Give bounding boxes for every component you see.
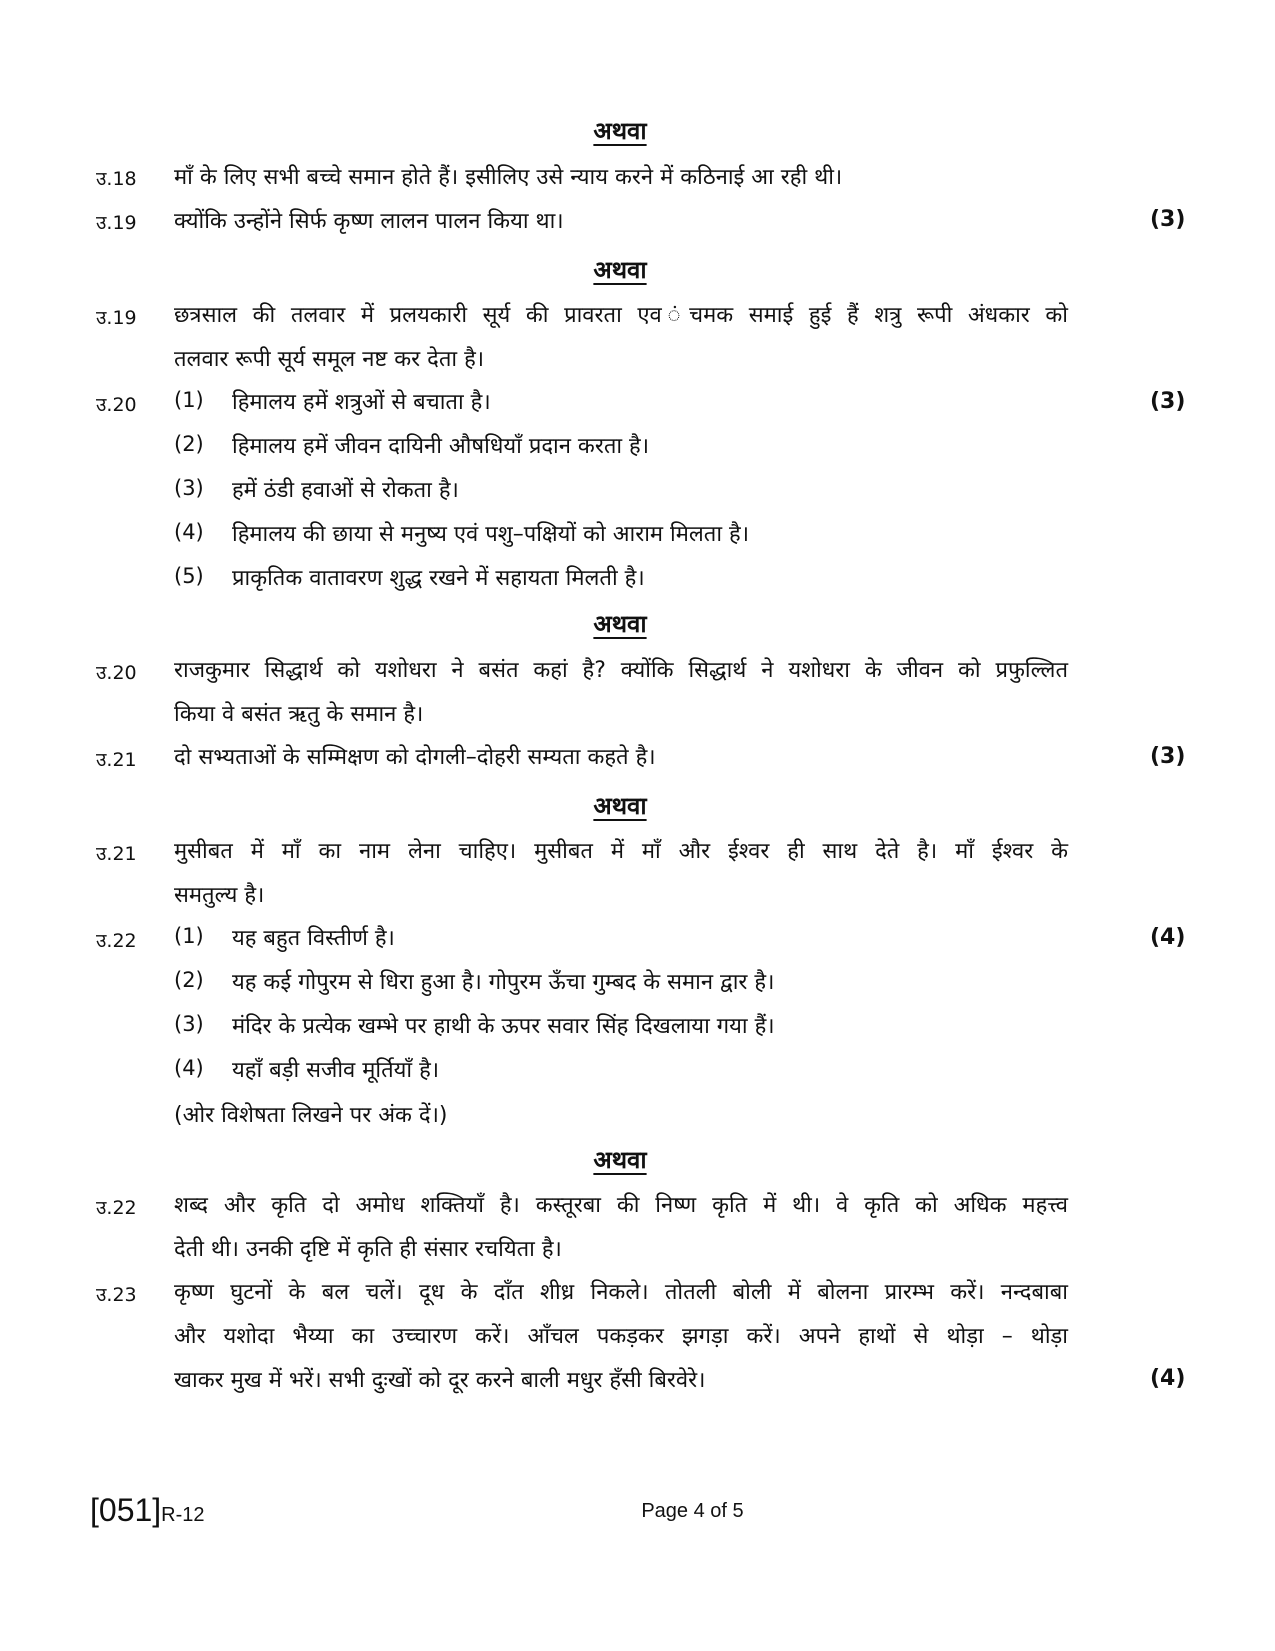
marks-label: (3) [1150,744,1186,769]
answer-text: समतुल्य है। [174,883,265,908]
answer-text: माँ के लिए सभी बच्चे समान होते हैं। इसीलिए उसे न्याय करने में कठिनाई आ रही थी। [174,165,843,190]
answer-text: देती थी। उनकी दृष्टि में कृति ही संसार रचयिता है। [174,1237,562,1262]
answer-text: शब्द और कृति दो अमोध शक्तियाँ है। कस्तूरबा की निष्ण कृति में थी। वे कृति को अधिक महत्त्व [174,1193,1068,1218]
marks-label: (4) [1150,925,1186,950]
answer-number: उ.18 [96,168,137,190]
sub-point-number: (4) [174,1056,204,1080]
sub-point-number: (2) [174,968,204,992]
marks-label: (3) [1150,207,1186,232]
sub-point-text: हिमालय हमें शत्रुओं से बचाता है। [232,390,491,415]
answer-text: क्योंकि उन्होंने सिर्फ कृष्ण लालन पालन किया था। [174,209,564,234]
sub-point-text: हिमालय की छाया से मनुष्य एवं पशु–पक्षियों को आराम मिलता है। [232,522,750,547]
sub-point-number: (2) [174,432,204,456]
grading-note: (ओर विशेषता लिखने पर अंक दें।) [174,1103,448,1128]
answer-text: खाकर मुख में भरें। सभी दुःखों को दूर करने बाली मधुर हँसी बिरवेरे। [174,1368,706,1393]
sub-point-text: प्राकृतिक वातावरण शुद्ध रखने में सहायता मिलती है। [232,566,645,591]
sub-point-text: यह बहुत विस्तीर्ण है। [232,926,395,951]
sub-point-number: (1) [174,388,204,412]
sub-point-number: (3) [174,476,204,500]
answer-text: किया वे बसंत ऋतु के समान है। [174,702,424,727]
alt-heading: अथवा [593,1146,647,1174]
answer-text: मुसीबत में माँ का नाम लेना चाहिए। मुसीबत में माँ और ईश्वर ही साथ देते है। माँ ईश्वर के [174,839,1068,864]
sub-point-text: यहाँ बड़ी सजीव मूर्तियाँ है। [232,1058,440,1083]
paper-version: R-12 [161,1504,205,1526]
sub-point-number: (3) [174,1012,204,1036]
paper-code-number: [051] [90,1492,162,1528]
marks-label: (4) [1150,1366,1186,1391]
sub-point-text: मंदिर के प्रत्येक खम्भे पर हाथी के ऊपर सवार सिंह दिखलाया गया हैं। [232,1014,775,1039]
sub-point-number: (1) [174,924,204,948]
sub-point-text: यह कई गोपुरम से धिरा हुआ है। गोपुरम ऊँचा गुम्बद के समान द्वार है। [232,970,775,995]
answer-number: उ.19 [96,212,137,234]
alt-heading: अथवा [593,256,647,284]
sub-point-text: हिमालय हमें जीवन दायिनी औषधियाँ प्रदान करता है। [232,434,650,459]
marks-label: (3) [1150,389,1186,414]
answer-number: उ.19 [96,307,137,329]
answer-text: छत्रसाल की तलवार में प्रलयकारी सूर्य की प्रावरता एव ंचमक समाई हुई हैं शत्रु रूपी अंधकार को [174,303,1068,328]
answer-text: कृष्ण घुटनों के बल चलें। दूध के दाँत शीध्र निकले। तोतली बोली में बोलना प्रारम्भ करें। नन्दबाबा [174,1280,1068,1305]
answer-number: उ.21 [96,843,137,865]
page-number: Page 4 of 5 [641,1500,744,1522]
alt-heading: अथवा [593,610,647,638]
answer-number: उ.20 [96,662,137,684]
alt-heading: अथवा [593,117,647,145]
alt-heading: अथवा [593,792,647,820]
answer-text: राजकुमार सिद्धार्थ को यशोधरा ने बसंत कहां है? क्योंकि सिद्धार्थ ने यशोधरा के जीवन को प्रफुल्लित [174,658,1068,683]
answer-number: उ.21 [96,749,137,771]
answer-number: उ.23 [96,1284,137,1306]
answer-number: उ.22 [96,1197,137,1219]
answer-text: और यशोदा भैय्या का उच्चारण करें। आँचल पकड़कर झगड़ा करें। अपने हाथों से थोड़ा – थोड़ा [174,1324,1068,1349]
answer-number: उ.22 [96,930,137,952]
sub-point-text: हमें ठंडी हवाओं से रोकता है। [232,478,459,503]
answer-text: तलवार रूपी सूर्य समूल नष्ट कर देता है। [174,347,485,372]
answer-text: दो सभ्यताओं के सम्मिक्षण को दोगली–दोहरी सम्यता कहते है। [174,745,656,770]
sub-point-number: (5) [174,564,204,588]
sub-point-number: (4) [174,520,204,544]
answer-number: उ.20 [96,394,137,416]
